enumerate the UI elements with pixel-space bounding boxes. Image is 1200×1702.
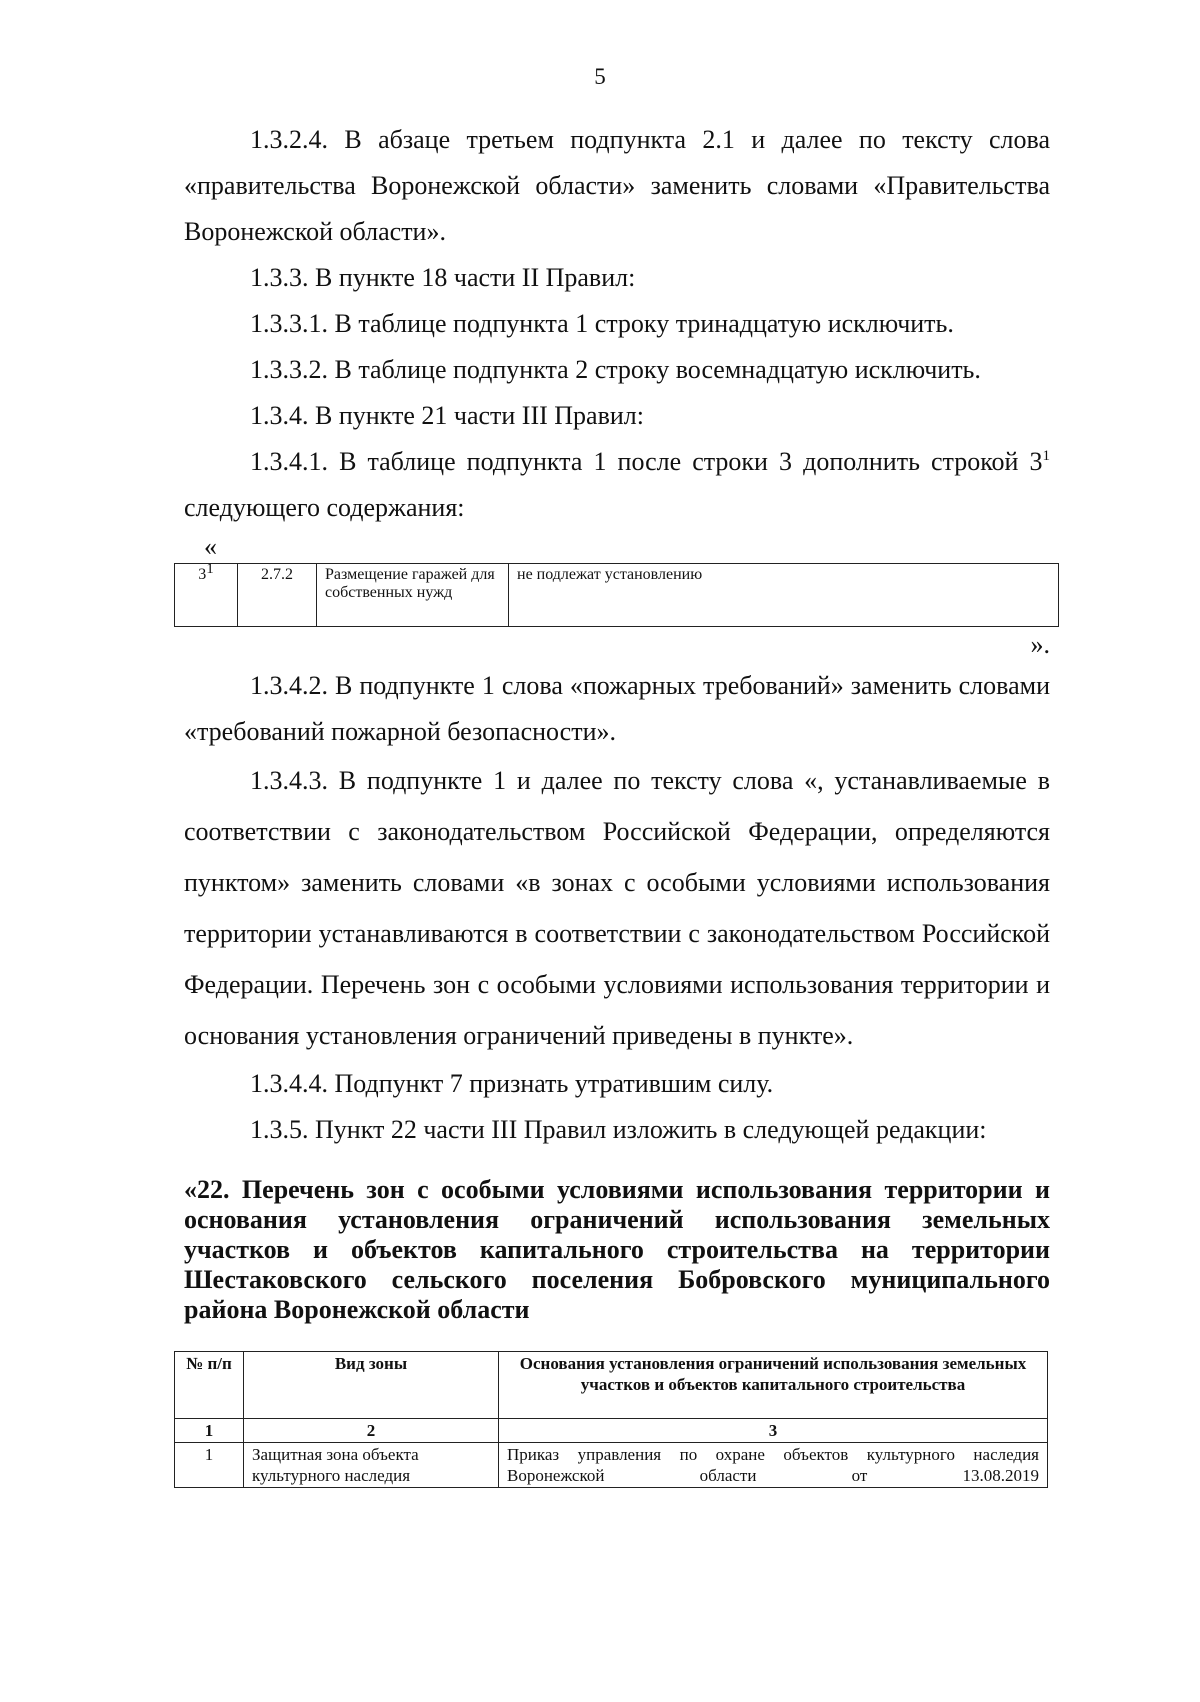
table-row (175, 1443, 1048, 1488)
section-heading (184, 1175, 1050, 1325)
col-number-3: 3 (499, 1419, 1048, 1443)
paragraph-1341-tail: следующего содержания: (184, 493, 465, 522)
row-number: 3 (198, 566, 207, 583)
header-number: № п/п (175, 1352, 244, 1419)
row-number-cell (175, 561, 238, 627)
document-body (184, 117, 1050, 1488)
row-number-sup: 1 (206, 561, 214, 577)
paragraph-1341-text: 1.3.4.1. В таблице подпункта 1 после строки 3 дополнить строкой 3 (250, 447, 1043, 476)
section-heading-text: «22. Перечень зон с особыми условиями использования территории и основания установления ограничений использования земельных участков и объектов капитального строительства на территории Шестаковского сельского поселения Бобровского муниципального района Воронежской области (184, 1175, 1050, 1324)
paragraph-1342: 1.3.4.2. В подпункте 1 слова «пожарных требований» заменить словами «требований пожарной безопасности». (184, 671, 1050, 746)
cell-basis: Приказ управления по охране объектов культурного наследия Воронежской области от 13.08.2019 (499, 1443, 1048, 1488)
quote-open: « (204, 532, 217, 561)
table-column-numbers-row (175, 1419, 1048, 1443)
paragraph-1324: 1.3.2.4. В абзаце третьем подпункта 2.1 и далее по тексту слова «правительства Воронежской области» заменить словами «Правительства Воронежской области». (184, 125, 1050, 246)
page-number: 5 (594, 64, 606, 89)
paragraph-1331: 1.3.3.1. В таблице подпункта 1 строку тринадцатую исключить. (250, 309, 954, 338)
zones-table (174, 1351, 1048, 1488)
col-number-2: 2 (244, 1419, 499, 1443)
paragraph-133: 1.3.3. В пункте 18 части II Правил: (250, 263, 636, 292)
table-header-row (175, 1352, 1048, 1419)
header-zone-type: Вид зоны (244, 1352, 499, 1419)
paragraph-1341 (184, 439, 1050, 485)
paragraph-135: 1.3.5. Пункт 22 части III Правил изложить в следующей редакции: (250, 1115, 987, 1144)
row-value: не подлежат установлению (509, 564, 1059, 627)
row-code: 2.7.2 (238, 564, 317, 627)
paragraph-1344: 1.3.4.4. Подпункт 7 признать утратившим силу. (250, 1069, 774, 1098)
col-number-1: 1 (175, 1419, 244, 1443)
insert-row-table (174, 563, 1059, 627)
cell-number: 1 (175, 1443, 244, 1488)
paragraph-1341-sup: 1 (1042, 448, 1050, 464)
row-name: Размещение гаражей для собственных нужд (317, 564, 509, 627)
paragraph-134: 1.3.4. В пункте 21 части III Правил: (250, 401, 644, 430)
cell-zone-type: Защитная зона объекта культурного наследия (244, 1443, 499, 1488)
paragraph-1343: 1.3.4.3. В подпункте 1 и далее по тексту слова «, устанавливаемые в соответствии с законодательством Российской Федерации, определяются пунктом» заменить словами «в зонах с особыми условиями использования территории устанавливаются в соответствии с законодательством Российской Федерации. Перечень зон с особыми условиями использования территории и основания установления ограничений приведены в пункте». (184, 766, 1050, 1050)
paragraph-1332: 1.3.3.2. В таблице подпункта 2 строку восемнадцатую исключить. (250, 355, 981, 384)
header-basis: Основания установления ограничений использования земельных участков и объектов капитального строительства (499, 1352, 1048, 1419)
quote-close: ». (1030, 630, 1050, 659)
table-row (175, 564, 1059, 627)
